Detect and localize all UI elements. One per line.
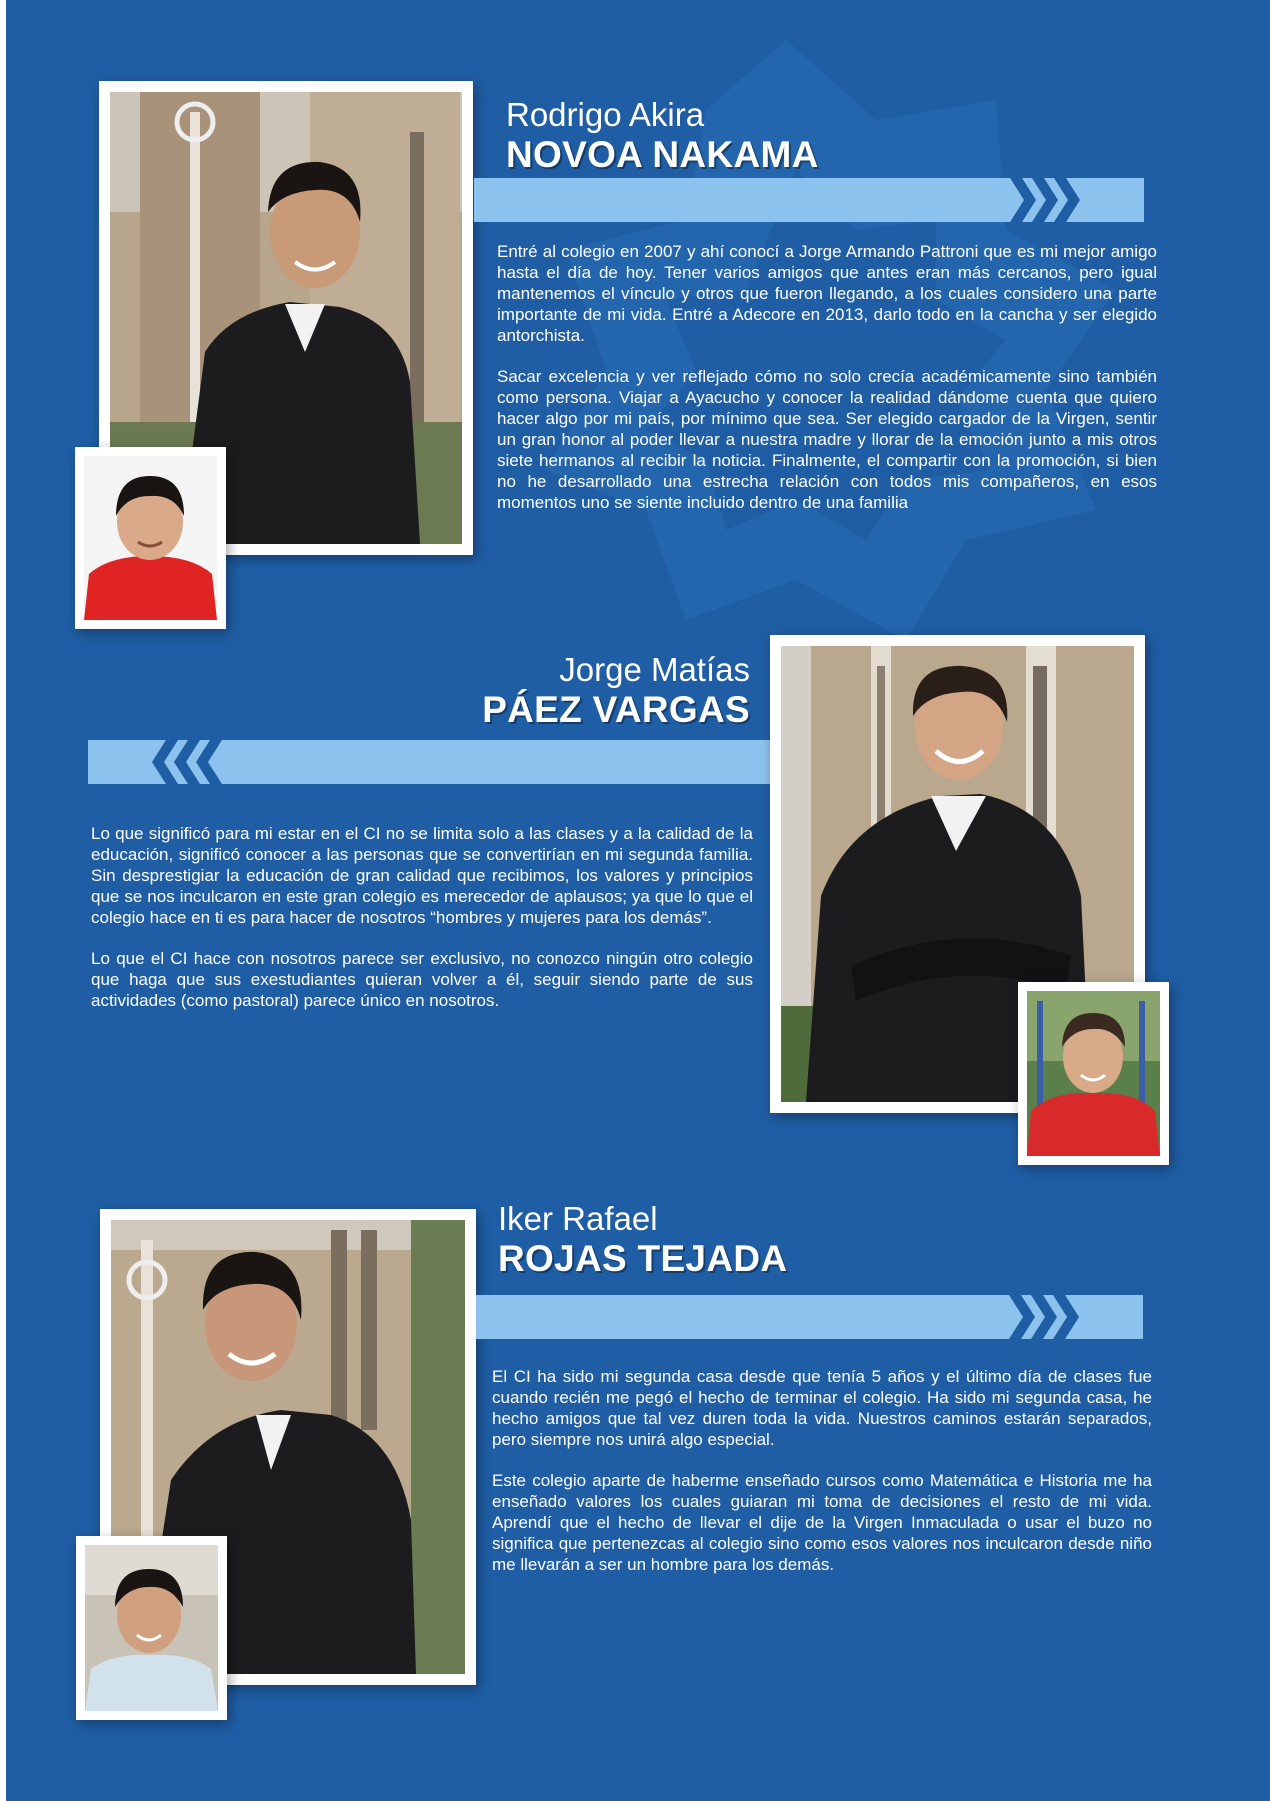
bio-jorge	[91, 823, 753, 1031]
yearbook-page	[6, 0, 1270, 1801]
name-ribbon	[88, 740, 774, 784]
bio-paragraph: Entré al colegio en 2007 y ahí conocí a Jorge Armando Pattroni que es mi mejor amigo hasta el día de hoy. Tener varios amigos que antes eran más cercanos, pero igual mantenemos el vínculo y otros que fueron llegando, a los cuales considero una parte importante de mi vida. Entré a Adecore en 2013, darlo todo en la cancha y ser elegido antorchista.	[497, 242, 1157, 345]
chevron-left-icon	[150, 740, 222, 784]
bio-paragraph: Sacar excelencia y ver reflejado cómo no solo crecía académicamente sino también como persona. Viajar a Ayacucho y conocer la realidad dándome cuenta que quiero hacer algo por mi país, por mínimo que sea. Ser elegido cargador de la Virgen, sentir un gran honor al poder llevar a nuestra madre y llorar de la emoción junto a mis otros siete hermanos al recibir la noticia. Finalmente, el compartir con la promoción, si bien no he desarrollado una estrecha relación con todos mis compañeros, en esos momentos uno se siente incluido dentro de una familia	[497, 367, 1157, 512]
childhood-photo-jorge	[1018, 982, 1169, 1165]
name-ribbon	[476, 1295, 1143, 1339]
bio-iker	[492, 1366, 1152, 1595]
first-name: Rodrigo Akira	[506, 96, 705, 133]
chevron-right-icon	[1010, 178, 1082, 222]
profile-name-iker	[498, 1202, 787, 1277]
childhood-image	[85, 1545, 218, 1711]
first-name: Jorge Matías	[559, 651, 750, 688]
childhood-image	[1027, 991, 1160, 1156]
last-name: PÁEZ VARGAS	[482, 689, 750, 730]
profile-name-jorge	[482, 653, 750, 728]
last-name: NOVOA NAKAMA	[506, 134, 819, 175]
bio-paragraph: Este colegio aparte de haberme enseñado cursos como Matemática e Historia me ha enseñado valores los cuales guiaran mi toma de decisiones el resto de mi vida. Aprendí que el hecho de llevar el dije de la Virgen Inmaculada o usar el buzo no significa que pertenezcas al colegio sino como esos valores nos inculcaron desde niño me llevarán a ser un hombre para los demás.	[492, 1471, 1152, 1574]
childhood-image	[84, 456, 217, 620]
last-name: ROJAS TEJADA	[498, 1238, 788, 1279]
bio-paragraph: Lo que el CI hace con nosotros parece ser exclusivo, no conozco ningún otro colegio que haga que sus exestudiantes quieran volver a él, seguir siendo parte de sus actividades (como pastoral) parece único en nosotros.	[91, 949, 753, 1010]
bio-paragraph: El CI ha sido mi segunda casa desde que tenía 5 años y el último día de clases fue cuando recién me pegó el hecho de terminar el colegio. Ha sido mi segunda casa, he hecho amigos que tal vez duren toda la vida. Nuestros caminos estarán separados, pero siempre nos unirá algo especial.	[492, 1367, 1152, 1449]
profile-name-rodrigo	[506, 98, 819, 173]
first-name: Iker Rafael	[498, 1200, 658, 1237]
chevron-right-icon	[1009, 1295, 1081, 1339]
bio-rodrigo	[497, 241, 1157, 533]
name-ribbon	[474, 178, 1144, 222]
childhood-photo-rodrigo	[75, 447, 226, 629]
childhood-photo-iker	[76, 1536, 227, 1720]
bio-paragraph: Lo que significó para mi estar en el CI no se limita solo a las clases y a la calidad de la educación, significó conocer a las personas que se convertirían en mi segunda familia. Sin desprestigiar la educación de gran calidad que recibimos, los valores y principios que se nos inculcaron en este gran colegio es merecedor de aplausos; ya que lo que el colegio hace en ti es para hacer de nosotros “hombres y mujeres para los demás”.	[91, 824, 753, 927]
